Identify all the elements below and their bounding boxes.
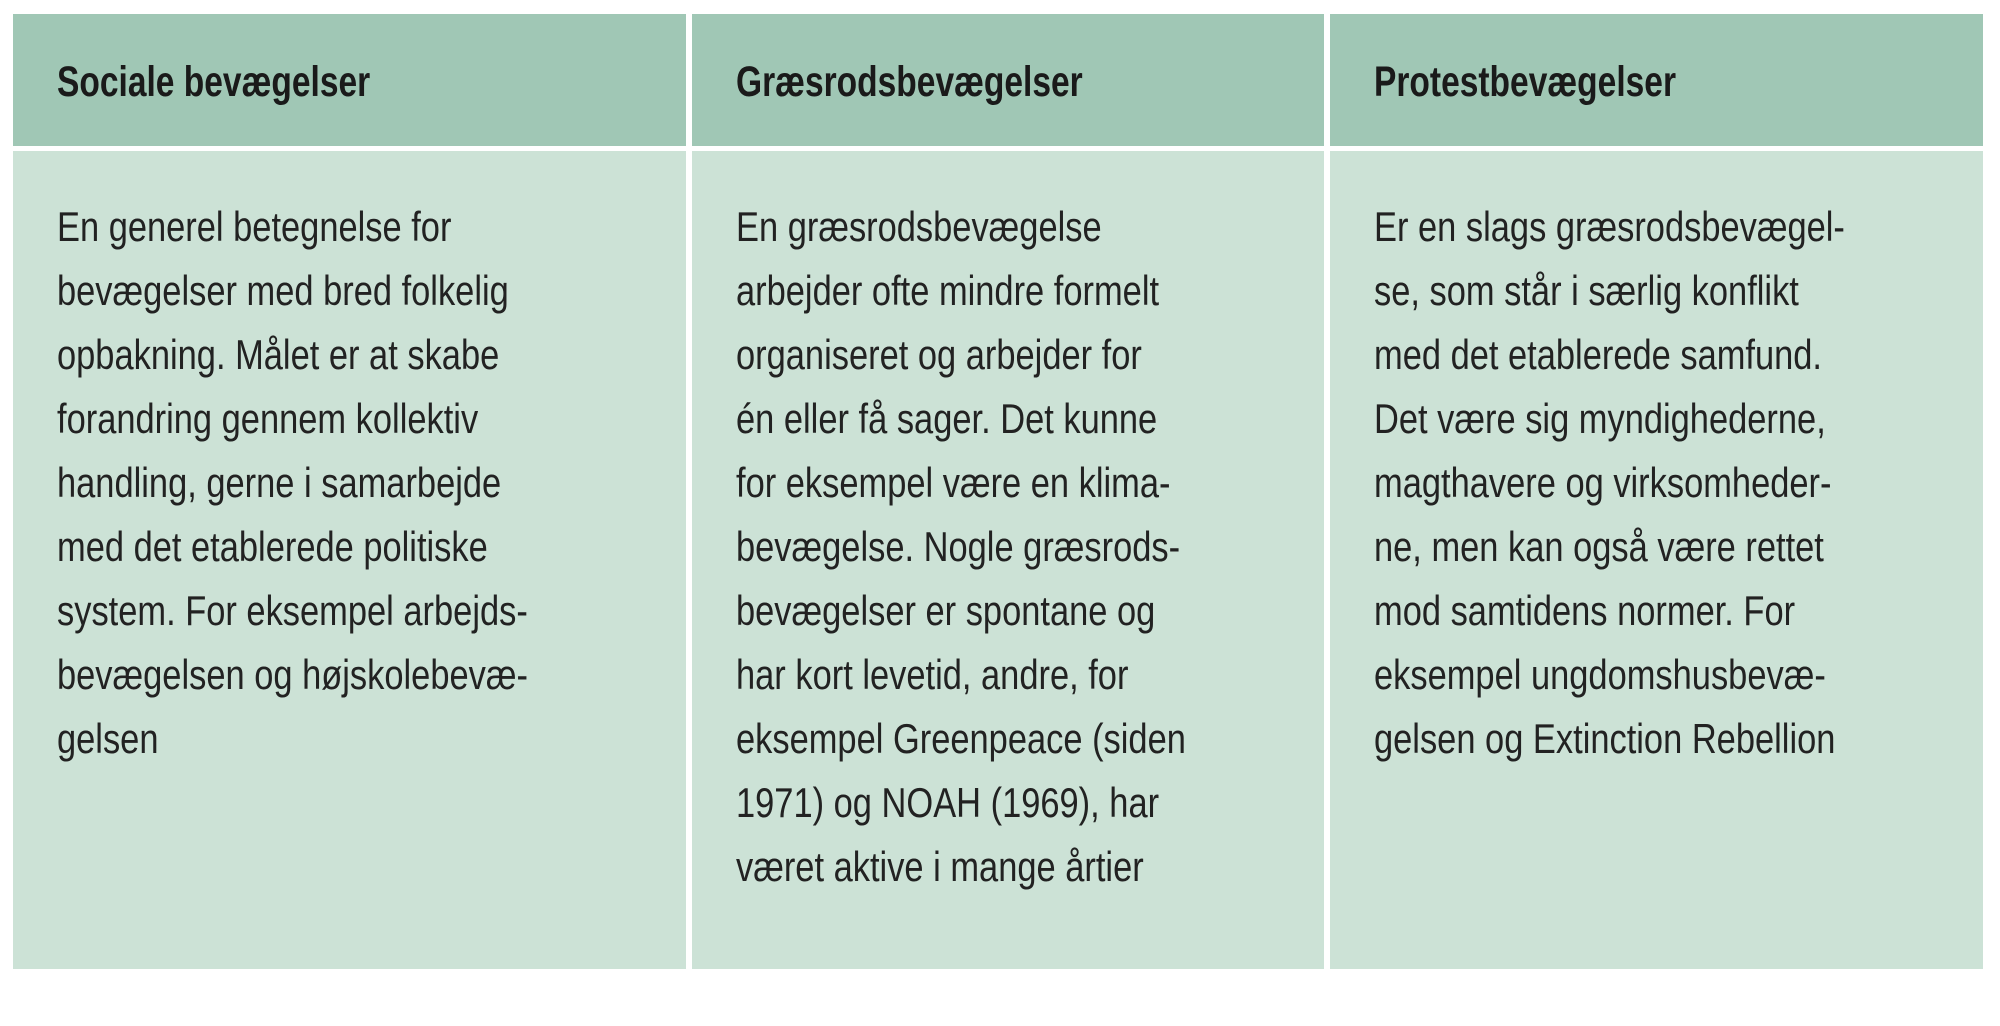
- text-line: opbakning. Målet er at skabe: [57, 331, 500, 378]
- text-line: bevægelsen og højskolebevæ-: [57, 651, 528, 698]
- text-line: bevægelser med bred folkelig: [57, 267, 509, 314]
- text-line: handling, gerne i samarbejde: [57, 459, 502, 506]
- text-line: gelsen: [57, 715, 159, 762]
- movements-table: [13, 14, 1983, 969]
- text-line: med det etablerede politiske: [57, 523, 488, 570]
- text-line: én eller få sager. Det kunne: [736, 395, 1158, 442]
- column-description: [57, 195, 528, 771]
- column-header: [1330, 14, 1983, 146]
- text-line: gelsen og Extinction Rebellion: [1374, 715, 1836, 762]
- text-line: eksempel ungdomshusbevæ-: [1374, 651, 1826, 698]
- text-line: Det være sig myndighederne,: [1374, 395, 1826, 442]
- column-graesrodsbevaegelser: [692, 14, 1324, 969]
- column-description: [1374, 195, 1845, 771]
- text-line: bevægelser er spontane og: [736, 587, 1156, 634]
- text-line: mod samtidens normer. For: [1374, 587, 1796, 634]
- text-line: eksempel Greenpeace (siden: [736, 715, 1186, 762]
- column-body: [692, 151, 1324, 969]
- text-line: forandring gennem kollektiv: [57, 395, 479, 442]
- text-line: En generel betegnelse for: [57, 203, 452, 250]
- text-line: været aktive i mange årtier: [736, 843, 1144, 890]
- text-line: ne, men kan også være rettet: [1374, 523, 1824, 570]
- column-body: [13, 151, 686, 969]
- text-line: har kort levetid, andre, for: [736, 651, 1129, 698]
- column-heading: Protestbevægelser: [1374, 58, 1676, 106]
- column-sociale-bevaegelser: [13, 14, 686, 969]
- column-body: [1330, 151, 1983, 969]
- column-protestbevaegelser: [1330, 14, 1983, 969]
- text-line: Er en slags græsrodsbevægel-: [1374, 203, 1845, 250]
- text-line: bevægelse. Nogle græsrods-: [736, 523, 1181, 570]
- text-line: system. For eksempel arbejds-: [57, 587, 528, 634]
- text-line: for eksempel være en klima-: [736, 459, 1171, 506]
- text-line: magthavere og virksomheder-: [1374, 459, 1832, 506]
- column-description: [736, 195, 1186, 899]
- text-line: med det etablerede samfund.: [1374, 331, 1823, 378]
- column-header: [13, 14, 686, 146]
- column-heading: Græsrodsbevægelser: [736, 58, 1083, 106]
- text-line: En græsrodsbevægelse: [736, 203, 1102, 250]
- text-line: 1971) og NOAH (1969), har: [736, 779, 1160, 826]
- text-line: se, som står i særlig konflikt: [1374, 267, 1799, 314]
- text-line: arbejder ofte mindre formelt: [736, 267, 1160, 314]
- text-line: organiseret og arbejder for: [736, 331, 1142, 378]
- column-header: [692, 14, 1324, 146]
- column-heading: Sociale bevægelser: [57, 58, 371, 106]
